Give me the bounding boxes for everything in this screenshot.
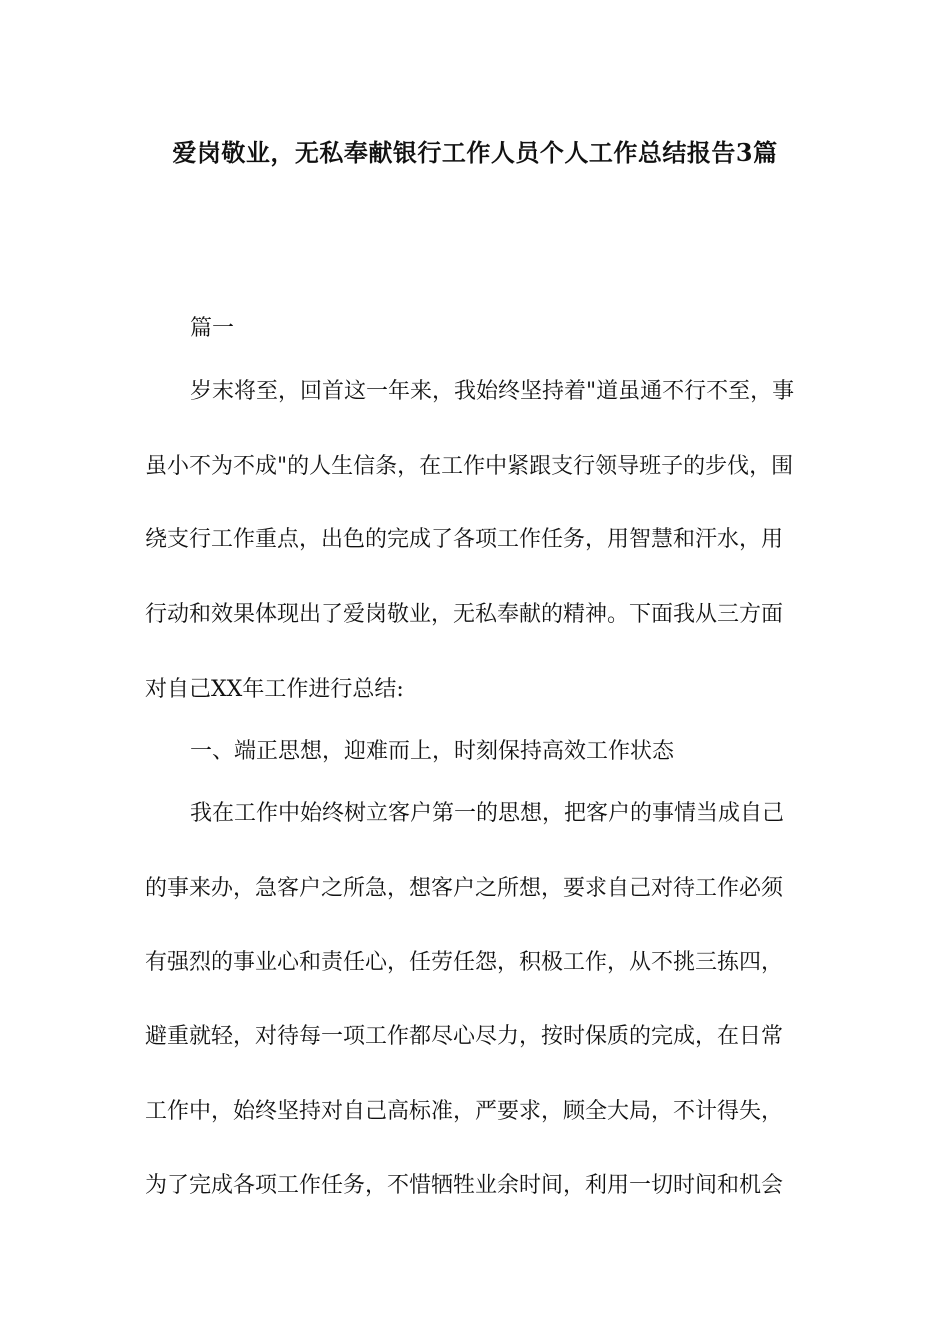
paragraph-line: 避重就轻，对待每一项工作都尽心尽力，按时保质的完成，在日常 [145, 1024, 784, 1049]
paragraph-line: 工作中，始终坚持对自己高标准，严要求，顾全大局，不计得失， [145, 1099, 784, 1124]
document-title: 爱岗敬业，无私奉献银行工作人员个人工作总结报告3篇 [172, 138, 778, 167]
paragraph-line: 岁末将至，回首这一年来，我始终坚持着"道虽通不行不至，事 [190, 379, 795, 404]
paragraph-line: 虽小不为不成"的人生信条，在工作中紧跟支行领导班子的步伐，围 [145, 454, 794, 479]
section-subheading: 一、端正思想，迎难而上，时刻保持高效工作状态 [190, 739, 675, 764]
paragraph-line: 绕支行工作重点，出色的完成了各项工作任务，用智慧和汗水，用 [145, 527, 784, 552]
section-heading-part-one: 篇一 [190, 316, 235, 341]
paragraph-line: 为了完成各项工作任务，不惜牺牲业余时间，利用一切时间和机会 [145, 1173, 784, 1198]
paragraph-line: 的事来办，急客户之所急，想客户之所想，要求自己对待工作必须 [145, 876, 784, 901]
paragraph-line: 行动和效果体现出了爱岗敬业，无私奉献的精神。下面我从三方面 [145, 602, 784, 627]
paragraph-line: 我在工作中始终树立客户第一的思想，把客户的事情当成自己 [190, 801, 785, 826]
paragraph-line: 有强烈的事业心和责任心，任劳任怨，积极工作，从不挑三拣四， [145, 950, 784, 975]
paragraph-line: 对自己XX年工作进行总结: [145, 677, 404, 702]
